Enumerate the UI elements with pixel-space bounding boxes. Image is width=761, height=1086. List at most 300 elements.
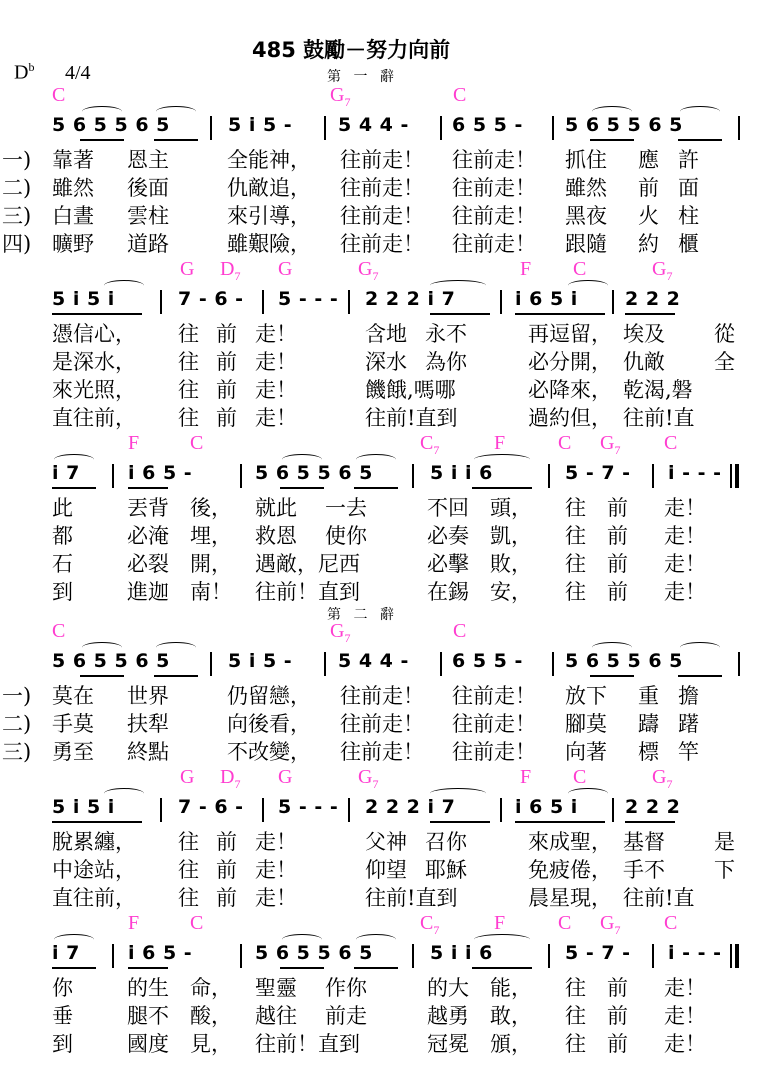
final-barline — [735, 944, 739, 968]
barline — [652, 944, 654, 968]
final-barline — [735, 464, 739, 488]
chord-c: C — [573, 766, 587, 788]
lyric-cell: 是 — [714, 830, 735, 854]
note-measure: 5 - 7 - — [565, 462, 631, 484]
lyric-cell: 向後看， — [227, 712, 311, 736]
barline — [440, 116, 442, 140]
lyric-cell: 敗， — [490, 552, 532, 576]
lyric-cell: 約 — [638, 232, 659, 256]
beam-underline — [472, 487, 532, 489]
lyric-cell: 往前走！ — [340, 204, 424, 228]
lyric-cell: 往 — [178, 858, 199, 882]
chord-seventh: 7 — [372, 269, 379, 283]
chord-g: G — [278, 766, 293, 788]
chord-g: G — [180, 258, 195, 280]
beam-underline — [154, 139, 198, 141]
lyric-cell: 仰望 — [365, 858, 407, 882]
barline — [552, 116, 554, 140]
lyric-cell: 往 — [178, 378, 199, 402]
chord-g: G — [180, 766, 195, 788]
lyric-cell: 靠著 — [52, 148, 94, 172]
lyric-cell: 再逗留， — [528, 322, 612, 346]
chord-g7: $G_7$ — [652, 766, 673, 791]
note-measure: 5 i i 6 — [430, 462, 493, 484]
lyric-cell: 作你 — [325, 976, 367, 1000]
lyric-cell: 扶犁 — [127, 712, 169, 736]
chord-g: G — [278, 258, 293, 280]
chord-c: C — [52, 620, 66, 642]
beam-underline — [280, 487, 324, 489]
lyric-cell: 標 — [638, 740, 659, 764]
note-measure: 5 - - - — [278, 288, 339, 310]
note-measure: i 7 — [52, 942, 80, 964]
lyric-cell: 走！ — [664, 552, 706, 576]
lyric-cell: 前 — [607, 1032, 628, 1056]
lyric-cell: 到 — [52, 580, 73, 604]
chord-seventh: 7 — [234, 269, 241, 283]
lyric-cell: 來成聖， — [528, 830, 612, 854]
lyric-cell: 終點 — [127, 740, 169, 764]
slur-mark — [54, 934, 94, 945]
lyric-cell: 全 — [714, 350, 735, 374]
lyric-cell: 走！ — [255, 322, 297, 346]
lyric-cell: 腿不 — [127, 1004, 169, 1028]
beam-underline — [354, 487, 398, 489]
beam-underline — [354, 967, 398, 969]
chord-c: C — [573, 258, 587, 280]
note-measure: 5 6 5 5 6 5 — [255, 462, 373, 484]
time-signature: 4/4 — [65, 62, 91, 84]
lyric-cell: 耶穌 — [425, 858, 467, 882]
slur-mark — [104, 788, 144, 799]
lyric-cell: 往前！直到 — [255, 580, 360, 604]
chord-c: C — [52, 84, 66, 106]
lyric-cell: 到 — [52, 1032, 73, 1056]
lyric-cell: 前 — [216, 322, 237, 346]
barline — [652, 464, 654, 488]
verse-number: 三) — [2, 204, 32, 228]
lyric-cell: 垂 — [52, 1004, 73, 1028]
barline — [738, 652, 740, 676]
barline — [160, 290, 162, 314]
lyric-cell: 往 — [565, 552, 586, 576]
lyric-cell: 往前走！ — [340, 712, 424, 736]
lyric-cell: 前 — [607, 1004, 628, 1028]
lyric-cell: 走！ — [664, 580, 706, 604]
barline — [738, 116, 740, 140]
barline — [552, 652, 554, 676]
lyric-cell: 黑夜 — [565, 204, 607, 228]
beam-underline — [430, 313, 490, 315]
chord-c: C — [453, 620, 467, 642]
beam-underline — [80, 675, 124, 677]
lyric-cell: 酸， — [190, 1004, 232, 1028]
lyric-cell: 前 — [607, 976, 628, 1000]
chord-c: C — [664, 912, 678, 934]
lyric-cell: 柱 — [678, 204, 699, 228]
verse-number: 一) — [2, 684, 32, 708]
key-flat: b — [28, 60, 35, 74]
note-measure: 2 2 2 i 7 — [365, 288, 456, 310]
beam-underline — [678, 675, 722, 677]
barline — [500, 290, 502, 314]
lyric-cell: 往 — [178, 830, 199, 854]
lyric-cell: 冠冕 — [427, 1032, 469, 1056]
lyric-cell: 擔 — [678, 684, 699, 708]
chord-g7: $G_7$ — [330, 620, 351, 645]
lyric-cell: 必淹 — [127, 524, 169, 548]
lyric-cell: 進迦 — [127, 580, 169, 604]
key-signature — [14, 60, 34, 85]
slur-mark — [54, 454, 94, 465]
beam-underline — [625, 313, 675, 315]
slur-mark — [356, 934, 396, 945]
beam-underline — [590, 675, 634, 677]
note-measure: i - - - — [668, 942, 722, 964]
lyric-cell: 晨星現， — [528, 886, 612, 910]
lyric-cell: 仇敵追， — [227, 176, 311, 200]
beam-underline — [430, 821, 490, 823]
barline — [240, 464, 242, 488]
note-measure: 5 i 5 i — [52, 796, 115, 818]
page-title: 485 鼓勵－努力向前 — [252, 38, 451, 62]
lyric-cell: 越勇 — [427, 1004, 469, 1028]
verse-number: 一) — [2, 148, 32, 172]
beam-underline — [280, 967, 324, 969]
lyric-cell: 世界 — [127, 684, 169, 708]
lyric-cell: 一去 — [325, 496, 367, 520]
barline — [730, 464, 732, 488]
lyric-cell: 不改變， — [227, 740, 311, 764]
note-measure: 2 2 2 i 7 — [365, 796, 456, 818]
lyric-cell: 命， — [190, 976, 232, 1000]
lyric-cell: 雲柱 — [127, 204, 169, 228]
beam-underline — [128, 487, 168, 489]
lyric-cell: 白晝 — [52, 204, 94, 228]
barline — [324, 116, 326, 140]
lyric-cell: 走！ — [255, 378, 297, 402]
lyric-cell: 直往前， — [52, 406, 136, 430]
lyric-cell: 前 — [216, 858, 237, 882]
lyric-cell: 埋， — [190, 524, 232, 548]
lyric-cell: 往 — [178, 886, 199, 910]
lyric-cell: 櫃 — [678, 232, 699, 256]
lyric-cell: 火 — [638, 204, 659, 228]
lyric-cell: 的生 — [127, 976, 169, 1000]
lyric-cell: 往前走！ — [452, 684, 536, 708]
note-measure: 5 - 7 - — [565, 942, 631, 964]
chord-f: F — [494, 912, 506, 934]
lyric-cell: 手不 — [623, 858, 665, 882]
lyric-cell: 都 — [52, 524, 73, 548]
chord-c7: $C_7$ — [420, 432, 440, 457]
beam-underline — [590, 139, 634, 141]
barline — [112, 464, 114, 488]
slur-mark — [356, 454, 396, 465]
beam-underline — [678, 139, 722, 141]
lyric-cell: 手莫 — [52, 712, 94, 736]
lyric-cell: 此 — [52, 496, 73, 520]
lyric-cell: 是深水， — [52, 350, 136, 374]
slur-mark — [592, 642, 632, 653]
beam-underline — [154, 675, 198, 677]
slur-mark — [430, 788, 486, 799]
lyric-cell: 前 — [216, 886, 237, 910]
lyric-cell: 能， — [490, 976, 532, 1000]
lyric-cell: 南！ — [190, 580, 232, 604]
lyric-cell: 國度 — [127, 1032, 169, 1056]
note-measure: 5 4 4 - — [338, 114, 409, 136]
lyric-cell: 仇敵 — [623, 350, 665, 374]
note-measure: i 6 5 - — [128, 462, 193, 484]
chord-d7: $D_7$ — [220, 258, 241, 283]
lyric-cell: 躊 — [638, 712, 659, 736]
lyric-cell: 雖艱險， — [227, 232, 311, 256]
chord-c: C — [453, 84, 467, 106]
chord-g7: $G_7$ — [358, 766, 379, 791]
note-measure: i 6 5 i — [515, 288, 578, 310]
lyric-cell: 往前走！ — [340, 148, 424, 172]
barline — [612, 290, 614, 314]
lyric-cell: 走！ — [255, 886, 297, 910]
slur-mark — [282, 934, 322, 945]
verse-heading-2: 第 二 辭 — [327, 607, 398, 623]
lyric-cell: 必奏 — [427, 524, 469, 548]
lyric-cell: 往前走！ — [340, 740, 424, 764]
lyric-cell: 仍留戀， — [227, 684, 311, 708]
lyric-cell: 面 — [678, 176, 699, 200]
lyric-cell: 脫累纏， — [52, 830, 136, 854]
barline — [348, 798, 350, 822]
lyric-cell: 就此 — [255, 496, 297, 520]
lyric-cell: 必降來， — [528, 378, 612, 402]
lyric-cell: 前 — [216, 830, 237, 854]
lyric-cell: 走！ — [664, 1004, 706, 1028]
chord-c: C — [664, 432, 678, 454]
lyric-cell: 曠野 — [52, 232, 94, 256]
lyric-cell: 來光照， — [52, 378, 136, 402]
slur-mark — [680, 642, 720, 653]
verse-number: 四) — [2, 232, 32, 256]
lyric-cell: 聖靈 — [255, 976, 297, 1000]
lyric-cell: 從 — [714, 322, 735, 346]
lyric-cell: 腳莫 — [565, 712, 607, 736]
lyric-cell: 往 — [178, 322, 199, 346]
chord-f: F — [520, 766, 532, 788]
beam-underline — [515, 821, 605, 823]
barline — [240, 944, 242, 968]
chord-c: C — [190, 912, 204, 934]
lyric-cell: 石 — [52, 552, 73, 576]
lyric-cell: 道路 — [127, 232, 169, 256]
beam-underline — [52, 821, 142, 823]
lyric-cell: 往 — [565, 580, 586, 604]
lyric-cell: 往 — [565, 524, 586, 548]
lyric-cell: 放下 — [565, 684, 607, 708]
lyric-cell: 前 — [638, 176, 659, 200]
chord-d7: $D_7$ — [220, 766, 241, 791]
slur-mark — [474, 934, 530, 945]
lyric-cell: 往前走！ — [340, 232, 424, 256]
chord-c: C — [558, 912, 572, 934]
lyric-cell: 走！ — [664, 976, 706, 1000]
beam-underline — [515, 313, 605, 315]
chord-f: F — [520, 258, 532, 280]
lyric-cell: 前 — [216, 406, 237, 430]
chord-g7: $G_7$ — [358, 258, 379, 283]
slur-mark — [474, 454, 530, 465]
lyric-cell: 不回 — [427, 496, 469, 520]
note-measure: i 6 5 i — [515, 796, 578, 818]
barline — [412, 464, 414, 488]
chord-f: F — [128, 912, 140, 934]
note-measure: 7 - 6 - — [178, 796, 244, 818]
lyric-cell: 往 — [178, 350, 199, 374]
note-measure: 5 i 5 - — [228, 650, 293, 672]
slur-mark — [82, 106, 122, 117]
barline — [500, 798, 502, 822]
lyric-cell: 恩主 — [127, 148, 169, 172]
lyric-cell: 前 — [607, 524, 628, 548]
lyric-cell: 直往前， — [52, 886, 136, 910]
lyric-cell: 走！ — [664, 496, 706, 520]
chord-seventh: 7 — [666, 777, 673, 791]
slur-mark — [592, 106, 632, 117]
lyric-cell: 開， — [190, 552, 232, 576]
lyric-cell: 走！ — [255, 830, 297, 854]
lyric-cell: 重 — [638, 684, 659, 708]
barline — [548, 464, 550, 488]
lyric-cell: 往 — [565, 496, 586, 520]
beam-underline — [80, 139, 124, 141]
lyric-cell: 過約但， — [528, 406, 612, 430]
note-measure: 5 6 5 5 6 5 — [52, 114, 170, 136]
note-measure: 5 i 5 - — [228, 114, 293, 136]
lyric-cell: 竿 — [678, 740, 699, 764]
lyric-cell: 往前走！ — [452, 204, 536, 228]
barline — [324, 652, 326, 676]
lyric-cell: 前走 — [325, 1004, 367, 1028]
verse-heading-1: 第 一 辭 — [327, 69, 398, 85]
note-measure: 5 4 4 - — [338, 650, 409, 672]
slur-mark — [568, 280, 608, 291]
lyric-cell: 必裂 — [127, 552, 169, 576]
chord-g7: $G_7$ — [330, 84, 351, 109]
barline — [210, 116, 212, 140]
slur-mark — [156, 106, 196, 117]
chord-g7: $G_7$ — [600, 912, 621, 937]
note-measure: 7 - 6 - — [178, 288, 244, 310]
lyric-cell: 遇敵，尼西 — [255, 552, 360, 576]
slur-mark — [680, 106, 720, 117]
lyric-cell: 往前!直 — [623, 406, 695, 430]
barline — [348, 290, 350, 314]
lyric-cell: 丟背 — [127, 496, 169, 520]
lyric-cell: 走！ — [255, 350, 297, 374]
chord-seventh: 7 — [433, 923, 440, 937]
barline — [612, 798, 614, 822]
chord-c: C — [558, 432, 572, 454]
lyric-cell: 必分開， — [528, 350, 612, 374]
slur-mark — [568, 788, 608, 799]
lyric-cell: 含地 — [365, 322, 407, 346]
lyric-cell: 後面 — [127, 176, 169, 200]
lyric-cell: 向著 — [565, 740, 607, 764]
chord-seventh: 7 — [234, 777, 241, 791]
barline — [412, 944, 414, 968]
lyric-cell: 走！ — [664, 1032, 706, 1056]
lyric-cell: 勇至 — [52, 740, 94, 764]
lyric-cell: 前 — [216, 378, 237, 402]
chord-f: F — [128, 432, 140, 454]
lyric-cell: 走！ — [255, 858, 297, 882]
lyric-cell: 往前走！ — [452, 148, 536, 172]
key-letter: D — [14, 61, 29, 84]
verse-number: 三) — [2, 740, 32, 764]
barline — [262, 290, 264, 314]
lyric-cell: 前 — [607, 552, 628, 576]
lyric-cell: 敢， — [490, 1004, 532, 1028]
note-measure: 5 i 5 i — [52, 288, 115, 310]
barline — [548, 944, 550, 968]
chord-g7: $G_7$ — [600, 432, 621, 457]
lyric-cell: 凱， — [490, 524, 532, 548]
chord-seventh: 7 — [614, 923, 621, 937]
lyric-cell: 躇 — [678, 712, 699, 736]
lyric-cell: 走！ — [255, 406, 297, 430]
barline — [730, 944, 732, 968]
lyric-cell: 往前！直到 — [255, 1032, 360, 1056]
slur-mark — [430, 280, 486, 291]
note-measure: 5 6 5 5 6 5 — [52, 650, 170, 672]
slur-mark — [156, 642, 196, 653]
lyric-cell: 往前!直到 — [365, 886, 458, 910]
note-measure: i - - - — [668, 462, 722, 484]
lyric-cell: 安， — [490, 580, 532, 604]
note-measure: 5 6 5 5 6 5 — [255, 942, 373, 964]
lyric-cell: 前 — [216, 350, 237, 374]
lyric-cell: 往前走！ — [452, 740, 536, 764]
beam-underline — [128, 967, 168, 969]
lyric-cell: 免疲倦， — [528, 858, 612, 882]
beam-underline — [52, 967, 96, 969]
chord-seventh: 7 — [372, 777, 379, 791]
chord-seventh: 7 — [666, 269, 673, 283]
lyric-cell: 基督 — [623, 830, 665, 854]
lyric-cell: 召你 — [425, 830, 467, 854]
lyric-cell: 饑餓,嗎哪 — [365, 378, 456, 402]
lyric-cell: 全能神， — [227, 148, 311, 172]
note-measure: 5 6 5 5 6 5 — [565, 114, 683, 136]
barline — [440, 652, 442, 676]
lyric-cell: 往前走！ — [452, 232, 536, 256]
lyric-cell: 應 — [638, 148, 659, 172]
lyric-cell: 下 — [714, 858, 735, 882]
lyric-cell: 的大 — [427, 976, 469, 1000]
lyric-cell: 永不 — [425, 322, 467, 346]
lyric-cell: 你 — [52, 976, 73, 1000]
chord-f: F — [494, 432, 506, 454]
lyric-cell: 救恩 — [255, 524, 297, 548]
lyric-cell: 往前走！ — [452, 712, 536, 736]
lyric-cell: 前 — [607, 496, 628, 520]
lyric-cell: 頒， — [490, 1032, 532, 1056]
barline — [112, 944, 114, 968]
lyric-cell: 憑信心， — [52, 322, 136, 346]
slur-mark — [82, 642, 122, 653]
lyric-cell: 中途站， — [52, 858, 136, 882]
lyric-cell: 乾渴,磐 — [623, 378, 693, 402]
